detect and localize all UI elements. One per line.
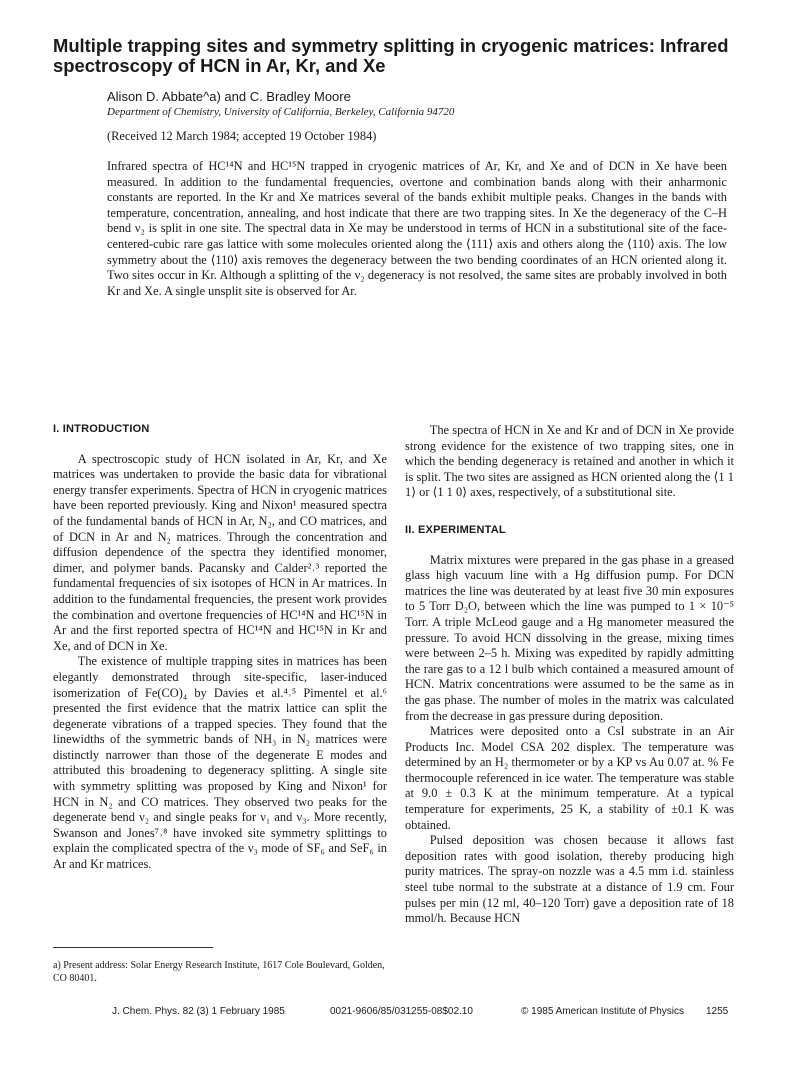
page-number: 1255: [706, 1006, 729, 1017]
author-list: Alison D. Abbate^a) and C. Bradley Moore: [107, 89, 351, 104]
section-heading-experimental: II. EXPERIMENTAL: [405, 523, 506, 536]
affiliation: Department of Chemistry, University of California, Berkeley, California 94720: [107, 106, 455, 118]
footnote: a) Present address: Solar Energy Research Institute, 1617 Cole Boulevard, Golden, CO 80401.: [53, 960, 385, 984]
abstract: Infrared spectra of HC¹⁴N and HC¹⁵N trapped in cryogenic matrices of Ar, Kr, and Xe and of DCN in Xe have been measured. In addition to the fundamental frequencies, overtone and combination bands along with their anharmonic constants are reported. In the Kr and Xe matrices several of the bands exhibit multiple peaks. Changes in the bands with temperature, concentration, annealing, and host indicate that there are two trapping sites. In Xe the degeneracy of the C–H bend ν₂ is split in one site. The spectral data in Xe may be understood in terms of HCN in a substitutional site of the face-centered-cubic rare gas lattice with some molecules oriented along the ⟨111⟩ axis and others along the ⟨110⟩ axis. The low symmetry about the ⟨110⟩ axis removes the degeneracy between the two bending coordinates of an HCN oriented along it. Two sites occur in Kr. Although a splitting of the ν₂ degeneracy is not resolved, the same sites are probably involved in both Kr and Xe. A single unsplit site is observed for Ar.: [107, 159, 727, 298]
footer-journal: J. Chem. Phys. 82 (3) 1 February 1985: [112, 1006, 285, 1017]
footer-copyright: © 1985 American Institute of Physics: [521, 1006, 685, 1017]
experimental-paragraph-2: Matrices were deposited onto a CsI substrate in an Air Products Inc. Model CSA 202 displex. The temperature was determined by an H₂ thermometer or by a KP vs Au 0.07 at. % Fe thermocouple referenced in ice water. The temperature was stable at 9.0 ± 0.3 K at the minimum temperature. At a typical temperature for experiments, 25 K, a stability of ±0.1 K was obtained.: [405, 724, 734, 832]
received-dates: (Received 12 March 1984; accepted 19 October 1984): [107, 129, 377, 143]
section-heading-introduction: I. INTRODUCTION: [53, 423, 150, 435]
intro-paragraph-1: A spectroscopic study of HCN isolated in Ar, Kr, and Xe matrices was undertaken to provide the basic data for vibrational energy transfer experiments. Spectra of HCN in cryogenic matrices have been reported previously. King and Nixon¹ measured spectra of the fundamental bands of HCN in Ar, N₂, and CO matrices, and of DCN in Ar and N₂ matrices. Through the concentration and diffusion dependence of the spectra they identified monomer, dimer, and polymer bands. Pacansky and Calder²˒³ reported the fundamental frequencies of six isotopes of HCN in Ar matrices. In addition to the fundamental frequencies, the present work provides the combination and overtone frequencies of HC¹⁴N and HC¹⁵N in Ar and the first reported spectra of HC¹⁴N and HC¹⁵N in Kr and Xe, and of DCN in Xe.: [53, 451, 387, 653]
intro-paragraph-3: The spectra of HCN in Xe and Kr and of DCN in Xe provide strong evidence for the existence of two trapping sites, one in which the bending degeneracy is retained and another in which it is split. The two sites are assigned as HCN oriented along the ⟨1 1 1⟩ or ⟨1 1 0⟩ axes, respectively, of a substitutional site.: [405, 423, 734, 500]
footer-code: 0021-9606/85/031255-08$02.10: [330, 1006, 473, 1017]
experimental-paragraph-3: Pulsed deposition was chosen because it allows fast deposition rates with good isolation, thereby producing high purity matrices. The spray-on nozzle was a 4.5 mm i.d. stainless steel tube normal to the substrate at a distance of 1.9 cm. Four pulses per min (12 ml, 40–120 Torr) gave a deposition rate of 18 mmol/h. Because HCN: [405, 833, 734, 926]
left-column: [53, 420, 387, 873]
experimental-paragraph-1: Matrix mixtures were prepared in the gas phase in a greased glass high vacuum line with a Hg diffusion pump. For DCN matrices the line was deuterated by at least five 30 min exposures to 5 Torr D₂O, between which the line was pumped to 1 × 10⁻⁵ Torr. A triple McLeod gauge and a Hg manometer measured the pressure. To avoid HCN dissolving in the grease, mixing times were between 2–5 h. Mixing was expedited by rapidly admitting the rare gas to a 12 l bulb which contained a measured amount of HCN. Matrix concentrations were assumed to be the same as in the gas phase. The number of moles in the matrix was calculated from the decrease in gas pressure during deposition.: [405, 552, 734, 723]
intro-paragraph-2: The existence of multiple trapping sites in matrices has been elegantly demonstrated through site-specific, laser-induced isomerization of Fe(CO)₄ by Davies et al.⁴˒⁵ Pimentel et al.⁶ presented the first evidence that the matrix lattice can split the degenerate vibrations of a trapped species. They found that the linewidths of the symmetric bands of NH₃ in N₂ matrices were distinctly narrower than those of the degenerate E modes and attributed this broadening to degeneracy splitting. A single site with symmetry splitting was proposed by King and Nixon¹ for HCN in N₂ and CO matrices. They observed two peaks for the degenerate bend ν₂ and single peaks for ν₁ and ν₃. More recently, Swanson and Jones⁷˒⁸ have invoked site symmetry splittings to explain the complicated spectra of the ν₃ mode of SF₆ and SeF₆ in Ar and Kr matrices.: [53, 654, 387, 872]
right-column: [405, 423, 734, 927]
paper-title: Multiple trapping sites and symmetry splitting in cryogenic matrices: Infrared spectroscopy of HCN in Ar, Kr, and Xe: [53, 35, 729, 76]
footnote-rule: [53, 947, 213, 948]
